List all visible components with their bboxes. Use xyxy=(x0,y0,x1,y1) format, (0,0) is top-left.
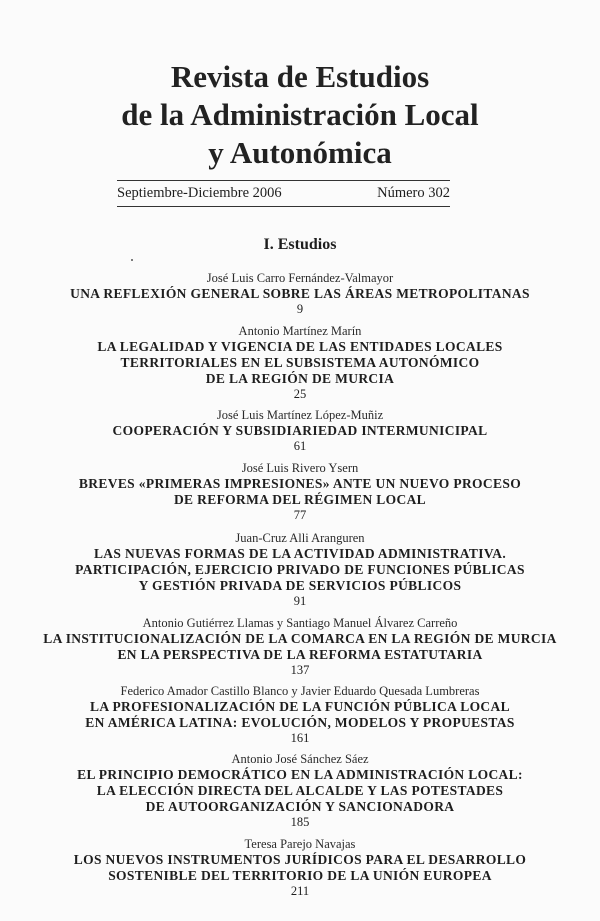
article-author: Federico Amador Castillo Blanco y Javier Eduardo Quesada Lumbreras xyxy=(120,684,480,698)
article-entry xyxy=(20,271,580,317)
issue-number: Número 302 xyxy=(377,185,450,201)
article-page: 25 xyxy=(293,387,307,401)
article-entry xyxy=(20,684,580,746)
article-title-line: DE LA REGIÓN DE MURCIA xyxy=(205,371,395,386)
article-title-line: LOS NUEVOS INSTRUMENTOS JURÍDICOS PARA EL DESARROLLO xyxy=(73,852,527,867)
article-title-line: Y GESTIÓN PRIVADA DE SERVICIOS PÚBLICOS xyxy=(138,578,462,593)
journal-title-line: de la Administración Local xyxy=(121,97,479,132)
article-author: Antonio Martínez Marín xyxy=(238,324,362,338)
section-heading: I. Estudios xyxy=(263,236,337,253)
article-page: 137 xyxy=(290,663,310,677)
article-author: Juan-Cruz Alli Aranguren xyxy=(235,531,365,545)
article-title-line: LA ELECCIÓN DIRECTA DEL ALCALDE Y LAS POTESTADES xyxy=(96,783,504,798)
journal-title-line: y Autonómica xyxy=(208,135,392,170)
article-entry xyxy=(20,461,580,523)
article-entry xyxy=(20,408,580,454)
article-page: 211 xyxy=(290,884,310,898)
issue-period: Septiembre-Diciembre 2006 xyxy=(117,185,282,201)
article-author: Antonio José Sánchez Sáez xyxy=(231,752,369,766)
issue-info xyxy=(117,185,450,202)
article-title-line: LA INSTITUCIONALIZACIÓN DE LA COMARCA EN LA REGIÓN DE MURCIA xyxy=(43,631,557,646)
article-page: 161 xyxy=(290,731,310,745)
top-rule xyxy=(117,180,450,181)
article-author: Antonio Gutiérrez Llamas y Santiago Manuel Álvarez Carreño xyxy=(142,616,458,630)
bottom-rule xyxy=(117,206,450,207)
article-page: 77 xyxy=(293,508,307,522)
article-author: José Luis Martínez López-Muñiz xyxy=(216,408,384,422)
article-title-line: LA LEGALIDAD Y VIGENCIA DE LAS ENTIDADES LOCALES xyxy=(97,339,503,354)
article-title-line: SOSTENIBLE DEL TERRITORIO DE LA UNIÓN EUROPEA xyxy=(108,868,492,883)
article-title-line: BREVES «PRIMERAS IMPRESIONES» ANTE UN NUEVO PROCESO xyxy=(78,476,522,491)
article-page: 185 xyxy=(290,815,310,829)
article-entry xyxy=(20,752,580,830)
article-title-line: EN AMÉRICA LATINA: EVOLUCIÓN, MODELOS Y PROPUESTAS xyxy=(85,715,515,730)
article-title-line: TERRITORIALES EN EL SUBSISTEMA AUTONÓMICO xyxy=(120,355,480,370)
article-title-line: PARTICIPACIÓN, EJERCICIO PRIVADO DE FUNCIONES PÚBLICAS xyxy=(75,562,525,577)
article-author: José Luis Carro Fernández-Valmayor xyxy=(206,271,394,285)
article-title-line: COOPERACIÓN Y SUBSIDIARIEDAD INTERMUNICIPAL xyxy=(112,423,488,438)
article-page: 91 xyxy=(293,594,307,608)
article-entry xyxy=(20,324,580,402)
article-title-line: LA PROFESIONALIZACIÓN DE LA FUNCIÓN PÚBLICA LOCAL xyxy=(90,699,510,714)
article-author: José Luis Rivero Ysern xyxy=(241,461,359,475)
article-entry xyxy=(20,531,580,609)
article-page: 9 xyxy=(296,302,304,316)
journal-title xyxy=(0,58,600,172)
print-speck xyxy=(131,259,133,261)
article-page: 61 xyxy=(293,439,307,453)
article-title-line: UNA REFLEXIÓN GENERAL SOBRE LAS ÁREAS METROPOLITANAS xyxy=(70,286,530,301)
article-entry xyxy=(20,837,580,899)
article-title-line: LAS NUEVAS FORMAS DE LA ACTIVIDAD ADMINISTRATIVA. xyxy=(93,546,507,561)
journal-title-line: Revista de Estudios xyxy=(170,59,430,94)
article-title-line: DE AUTOORGANIZACIÓN Y SANCIONADORA xyxy=(145,799,455,814)
article-entry xyxy=(20,616,580,678)
article-title-line: EL PRINCIPIO DEMOCRÁTICO EN LA ADMINISTRACIÓN LOCAL: xyxy=(77,767,523,782)
article-title-line: DE REFORMA DEL RÉGIMEN LOCAL xyxy=(173,492,427,507)
article-author: Teresa Parejo Navajas xyxy=(244,837,356,851)
article-title-line: EN LA PERSPECTIVA DE LA REFORMA ESTATUTARIA xyxy=(117,647,483,662)
